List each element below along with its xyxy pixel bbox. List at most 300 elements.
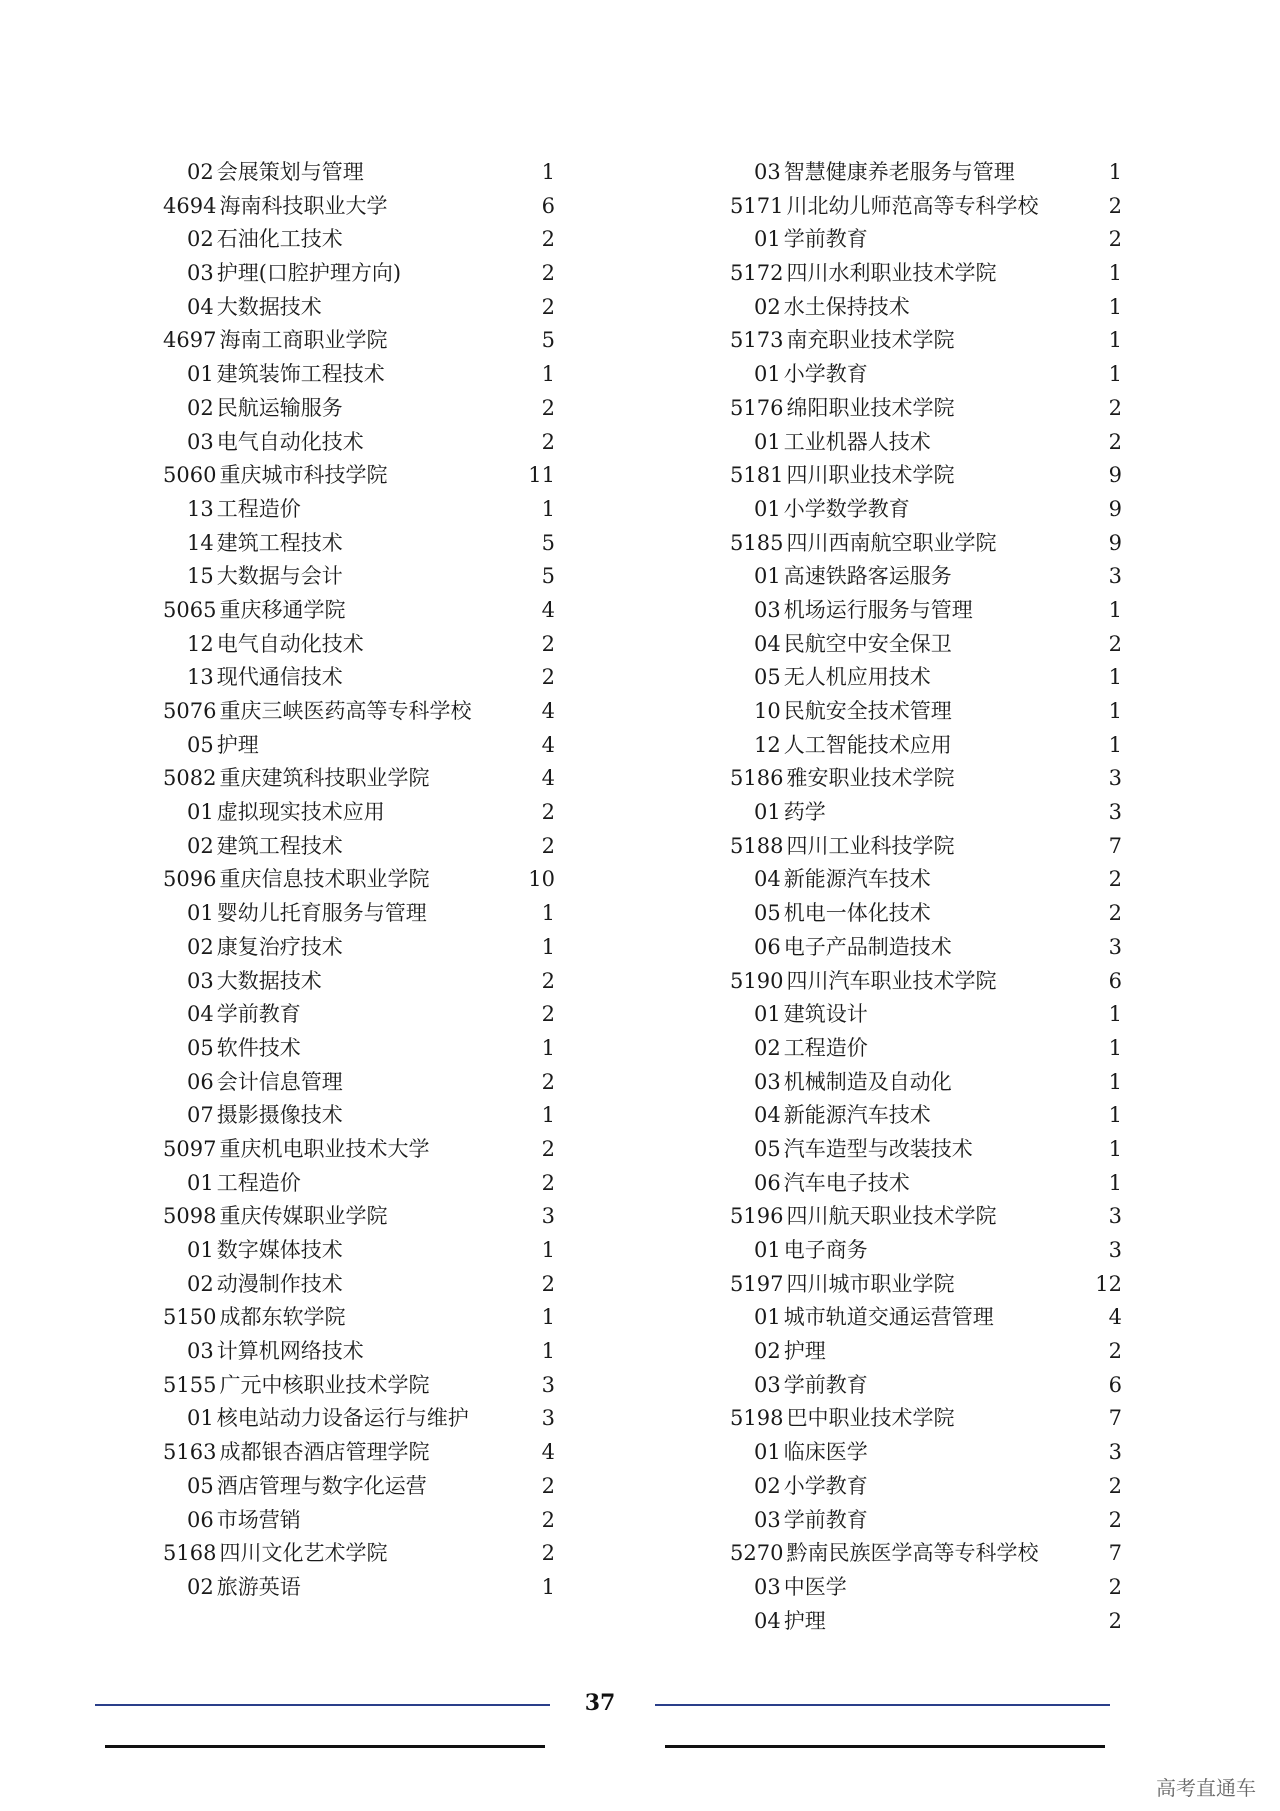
major-name: 学前教育 [216,1002,301,1027]
major-row [163,796,555,830]
plan-count: 2 [1108,227,1122,252]
school-row [163,1200,555,1234]
major-code: 05 [754,665,781,690]
major-name: 学前教育 [783,1507,868,1532]
plan-count: 2 [1108,901,1122,926]
major-row [163,965,555,999]
major-code: 03 [187,429,214,454]
plan-count: 1 [1108,732,1122,757]
plan-count: 2 [1108,1507,1122,1532]
school-name: 重庆机电职业技术大学 [219,1136,430,1161]
major-name: 工程造价 [216,1170,301,1195]
major-name: 电子产品制造技术 [783,934,952,959]
watermark: 高考直通车 [1156,1776,1256,1800]
plan-count: 3 [541,1406,555,1431]
plan-count: 2 [541,1541,555,1566]
school-code: 5198 [730,1406,784,1431]
plan-count: 1 [1108,261,1122,286]
major-code: 12 [187,631,214,656]
school-name: 重庆传媒职业学院 [219,1204,388,1229]
school-row [730,965,1122,999]
major-name: 工程造价 [216,496,301,521]
major-row [163,1268,555,1302]
major-name: 建筑工程技术 [216,833,343,858]
school-row [730,459,1122,493]
school-code: 5176 [730,395,784,420]
major-code: 01 [187,1238,214,1262]
major-name: 工业机器人技术 [783,429,931,454]
plan-count: 2 [1108,395,1122,420]
school-code: 5060 [163,463,217,488]
school-name: 重庆城市科技学院 [219,463,388,488]
school-code: 5097 [163,1136,217,1161]
major-code: 02 [187,160,214,184]
school-code: 5150 [163,1305,217,1330]
major-row [730,1032,1122,1066]
school-row [730,257,1122,291]
major-row [730,863,1122,897]
school-row [163,1369,555,1403]
school-name: 四川城市职业学院 [786,1271,955,1296]
major-name: 软件技术 [216,1035,301,1060]
school-row [730,762,1122,796]
major-row [730,358,1122,392]
major-row [163,1099,555,1133]
major-row [730,729,1122,763]
school-name: 重庆移通学院 [219,597,346,622]
plan-count: 12 [1095,1271,1122,1296]
major-name: 高速铁路客运服务 [783,564,952,589]
major-name: 大数据技术 [216,294,322,319]
major-row [163,931,555,965]
major-name: 护理 [783,1339,826,1364]
plan-count: 2 [1108,193,1122,218]
plan-count: 1 [1108,1002,1122,1027]
major-row [730,1504,1122,1538]
major-code: 10 [754,699,781,723]
major-name: 临床医学 [783,1440,868,1465]
school-row [163,594,555,628]
major-name: 建筑设计 [783,1002,868,1027]
school-row [163,1301,555,1335]
major-row [163,1234,555,1268]
major-code: 05 [754,1136,781,1161]
major-row [730,1436,1122,1470]
major-row [163,628,555,662]
school-code: 5171 [730,193,784,218]
major-name: 民航运输服务 [216,395,343,420]
plan-count: 9 [1108,496,1122,521]
major-row [730,695,1122,729]
major-name: 摄影摄像技术 [216,1103,343,1128]
major-code: 02 [187,1574,214,1599]
plan-count: 2 [541,1473,555,1498]
major-row [163,661,555,695]
major-code: 14 [187,530,214,555]
school-code: 5096 [163,867,217,892]
major-code: 01 [187,1170,214,1195]
plan-count: 2 [541,1170,555,1195]
major-code: 06 [754,934,781,959]
major-code: 03 [754,1507,781,1532]
major-row [730,1470,1122,1504]
plan-count: 6 [1108,1372,1122,1397]
plan-count: 1 [1108,699,1122,723]
plan-count: 1 [1108,1136,1122,1161]
major-code: 01 [187,362,214,387]
plan-count: 2 [1108,631,1122,656]
school-name: 成都东软学院 [219,1305,346,1330]
major-row [163,560,555,594]
major-name: 小学教育 [783,362,868,387]
major-row [730,998,1122,1032]
major-row [730,156,1122,190]
major-row [163,156,555,190]
major-code: 01 [754,564,781,589]
major-name: 旅游英语 [216,1574,301,1599]
major-row [163,257,555,291]
major-name: 会展策划与管理 [216,160,364,184]
plan-count: 1 [541,1339,555,1364]
plan-count: 5 [541,530,555,555]
major-code: 01 [754,1305,781,1330]
major-row [163,358,555,392]
major-row [163,897,555,931]
plan-count: 2 [541,800,555,825]
major-name: 动漫制作技术 [216,1271,343,1296]
plan-count: 3 [1108,766,1122,791]
major-code: 01 [754,496,781,521]
school-row [163,459,555,493]
plan-count: 9 [1108,530,1122,555]
plan-count: 1 [1108,1069,1122,1094]
plan-count: 1 [1108,328,1122,353]
major-code: 02 [754,294,781,319]
school-code: 5190 [730,968,784,993]
major-row [163,1167,555,1201]
major-row [730,1369,1122,1403]
major-name: 会计信息管理 [216,1069,343,1094]
major-code: 03 [754,1574,781,1599]
school-row [730,1200,1122,1234]
major-code: 03 [754,160,781,184]
plan-count: 2 [541,395,555,420]
plan-count: 3 [541,1372,555,1397]
plan-count: 2 [1108,1574,1122,1599]
plan-count: 1 [1108,665,1122,690]
major-name: 石油化工技术 [216,227,343,252]
school-name: 四川职业技术学院 [786,463,955,488]
major-row [163,1032,555,1066]
plan-count: 3 [541,1204,555,1229]
major-code: 04 [754,1103,781,1128]
plan-count: 11 [528,463,555,488]
school-row [163,695,555,729]
major-code: 06 [187,1069,214,1094]
major-row [730,1133,1122,1167]
major-name: 汽车电子技术 [783,1170,910,1195]
school-name: 南充职业技术学院 [786,328,955,353]
school-name: 重庆三峡医药高等专科学校 [219,699,472,723]
school-code: 5155 [163,1372,217,1397]
plan-count: 2 [1108,867,1122,892]
school-row [163,324,555,358]
school-name: 四川文化艺术学院 [219,1541,388,1566]
school-code: 5181 [730,463,784,488]
school-name: 黔南民族医学高等专科学校 [786,1541,1039,1566]
plan-count: 7 [1108,833,1122,858]
major-row [730,931,1122,965]
plan-count: 1 [541,496,555,521]
plan-count: 1 [1108,160,1122,184]
major-code: 01 [187,901,214,926]
plan-count: 1 [541,1305,555,1330]
plan-count: 7 [1108,1406,1122,1431]
plan-count: 2 [541,429,555,454]
major-row [163,1504,555,1538]
plan-count: 3 [1108,800,1122,825]
plan-count: 5 [541,564,555,589]
plan-count: 1 [1108,362,1122,387]
plan-count: 2 [1108,1608,1122,1633]
major-row [163,1066,555,1100]
major-code: 03 [754,1372,781,1397]
major-row [163,998,555,1032]
major-name: 酒店管理与数字化运营 [216,1473,427,1498]
plan-count: 1 [541,160,555,184]
plan-count: 10 [528,867,555,892]
major-name: 新能源汽车技术 [783,867,931,892]
school-row [730,830,1122,864]
major-row [163,729,555,763]
major-name: 学前教育 [783,1372,868,1397]
plan-count: 1 [1108,294,1122,319]
school-code: 5168 [163,1541,217,1566]
school-name: 四川航天职业技术学院 [786,1204,997,1229]
school-row [730,1268,1122,1302]
plan-count: 2 [541,1507,555,1532]
major-name: 电气自动化技术 [216,429,364,454]
school-row [730,527,1122,561]
plan-count: 4 [541,597,555,622]
major-name: 智慧健康养老服务与管理 [783,160,1015,184]
major-code: 06 [754,1170,781,1195]
major-code: 01 [754,1238,781,1262]
major-name: 大数据技术 [216,968,322,993]
major-row [730,1335,1122,1369]
major-name: 人工智能技术应用 [783,732,952,757]
major-row [730,1234,1122,1268]
major-name: 电子商务 [783,1238,868,1262]
school-code: 5173 [730,328,784,353]
school-name: 四川工业科技学院 [786,833,955,858]
school-row [163,863,555,897]
plan-count: 3 [1108,934,1122,959]
plan-count: 2 [541,665,555,690]
major-code: 12 [754,732,781,757]
major-code: 05 [187,732,214,757]
major-name: 机场运行服务与管理 [783,597,973,622]
page-number: 37 [584,1690,616,1716]
school-code: 5065 [163,597,217,622]
major-name: 小学教育 [783,1473,868,1498]
major-name: 建筑装饰工程技术 [216,362,385,387]
plan-count: 2 [541,1069,555,1094]
major-row [163,493,555,527]
footer-rule-left-thin [95,1704,550,1706]
major-code: 02 [187,934,214,959]
major-name: 计算机网络技术 [216,1339,364,1364]
school-code: 5186 [730,766,784,791]
major-row [163,291,555,325]
major-name: 护理 [216,732,259,757]
plan-count: 7 [1108,1541,1122,1566]
right-column [730,156,1122,1638]
plan-count: 1 [1108,1035,1122,1060]
major-row [163,426,555,460]
major-code: 02 [187,395,214,420]
major-row [730,661,1122,695]
major-code: 04 [187,1002,214,1027]
school-row [163,1436,555,1470]
school-code: 5197 [730,1271,784,1296]
major-name: 民航安全技术管理 [783,699,952,723]
major-code: 01 [187,800,214,825]
major-name: 中医学 [783,1574,847,1599]
major-code: 03 [187,968,214,993]
plan-count: 1 [1108,1170,1122,1195]
major-code: 01 [754,429,781,454]
major-row [730,628,1122,662]
major-code: 04 [754,1608,781,1633]
major-code: 01 [754,362,781,387]
school-name: 成都银杏酒店管理学院 [219,1440,430,1465]
major-row [730,796,1122,830]
school-name: 广元中核职业技术学院 [219,1372,430,1397]
major-code: 03 [754,597,781,622]
school-name: 四川汽车职业技术学院 [786,968,997,993]
major-code: 02 [754,1473,781,1498]
major-code: 03 [754,1069,781,1094]
school-name: 雅安职业技术学院 [786,766,955,791]
plan-count: 1 [541,1238,555,1262]
major-code: 04 [187,294,214,319]
footer-rule-left-thick [105,1745,545,1748]
plan-count: 1 [541,1103,555,1128]
school-name: 川北幼儿师范高等专科学校 [786,193,1039,218]
page-footer [0,1690,1280,1760]
plan-count: 1 [541,362,555,387]
major-row [163,1335,555,1369]
major-row [730,493,1122,527]
major-code: 02 [754,1339,781,1364]
major-code: 02 [187,1271,214,1296]
major-name: 机械制造及自动化 [783,1069,952,1094]
plan-count: 2 [541,261,555,286]
school-code: 5196 [730,1204,784,1229]
plan-count: 4 [1108,1305,1122,1330]
school-code: 4694 [163,193,217,218]
major-name: 康复治疗技术 [216,934,343,959]
major-name: 药学 [783,800,826,825]
major-row [730,1301,1122,1335]
major-row [730,560,1122,594]
plan-count: 4 [541,699,555,723]
school-row [730,324,1122,358]
plan-count: 2 [1108,1339,1122,1364]
major-name: 汽车造型与改装技术 [783,1136,973,1161]
left-column [163,156,555,1605]
footer-rule-right-thick [665,1745,1105,1748]
plan-count: 2 [541,631,555,656]
major-name: 民航空中安全保卫 [783,631,952,656]
major-name: 虚拟现实技术应用 [216,800,385,825]
plan-count: 3 [1108,564,1122,589]
major-code: 01 [754,800,781,825]
major-code: 02 [187,227,214,252]
major-code: 03 [187,1339,214,1364]
school-code: 5098 [163,1204,217,1229]
plan-count: 1 [1108,1103,1122,1128]
school-name: 巴中职业技术学院 [786,1406,955,1431]
school-name: 海南工商职业学院 [219,328,388,353]
school-name: 重庆建筑科技职业学院 [219,766,430,791]
school-row [163,190,555,224]
plan-count: 1 [541,1574,555,1599]
major-name: 核电站动力设备运行与维护 [216,1406,469,1431]
school-name: 重庆信息技术职业学院 [219,867,430,892]
school-row [730,190,1122,224]
major-code: 01 [754,1440,781,1465]
school-code: 5185 [730,530,784,555]
major-name: 水土保持技术 [783,294,910,319]
major-code: 03 [187,261,214,286]
major-row [730,594,1122,628]
major-name: 婴幼儿托育服务与管理 [216,901,427,926]
major-row [730,1099,1122,1133]
plan-count: 2 [541,1136,555,1161]
major-name: 小学数学教育 [783,496,910,521]
plan-count: 3 [1108,1204,1122,1229]
major-code: 01 [754,1002,781,1027]
plan-count: 6 [541,193,555,218]
major-row [163,1402,555,1436]
plan-count: 2 [1108,429,1122,454]
plan-count: 2 [1108,1473,1122,1498]
major-row [730,1605,1122,1639]
plan-count: 2 [541,1002,555,1027]
major-row [163,527,555,561]
plan-count: 4 [541,766,555,791]
major-name: 大数据与会计 [216,564,343,589]
school-row [730,1537,1122,1571]
plan-count: 6 [1108,968,1122,993]
major-name: 现代通信技术 [216,665,343,690]
footer-rule-right-thin [655,1704,1110,1706]
major-code: 07 [187,1103,214,1128]
major-code: 13 [187,496,214,521]
plan-count: 5 [541,328,555,353]
major-code: 15 [187,564,214,589]
school-code: 5270 [730,1541,784,1566]
plan-count: 4 [541,1440,555,1465]
major-code: 06 [187,1507,214,1532]
major-row [730,1066,1122,1100]
major-code: 05 [754,901,781,926]
major-code: 01 [187,1406,214,1431]
school-code: 5163 [163,1440,217,1465]
major-code: 13 [187,665,214,690]
